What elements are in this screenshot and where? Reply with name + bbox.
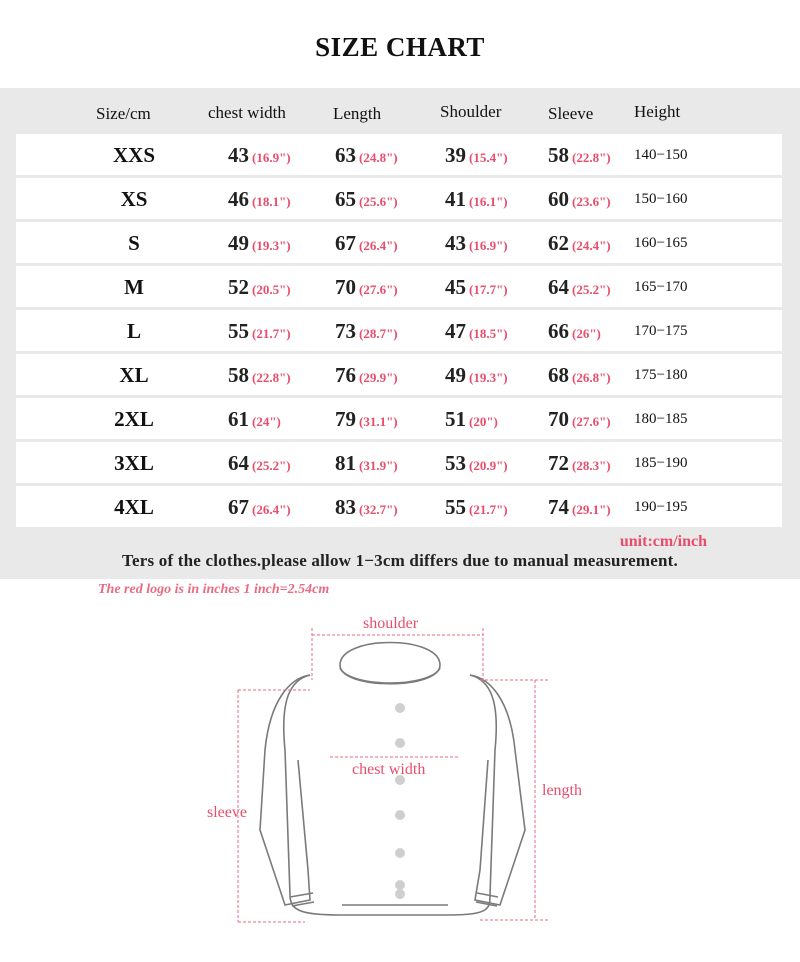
chest-cm-value: 43 — [228, 143, 249, 167]
shoulder-cell — [445, 275, 508, 300]
height-cell: 170−175 — [634, 323, 688, 339]
chest-cm-value: 49 — [228, 231, 249, 255]
shoulder-cell — [445, 231, 508, 256]
length-cm-value: 67 — [335, 231, 356, 255]
chest-cell — [228, 187, 291, 212]
sleeve-cm-value: 58 — [548, 143, 569, 167]
chest-cm-value: 58 — [228, 363, 249, 387]
height-cell: 165−170 — [634, 279, 688, 295]
chest-cell — [228, 407, 281, 432]
shoulder-cm-value: 47 — [445, 319, 466, 343]
length-inch-value: (25.6") — [359, 194, 398, 209]
shoulder-cell — [445, 319, 508, 344]
sleeve-cell — [548, 187, 611, 212]
length-cm-value: 79 — [335, 407, 356, 431]
height-cell: 160−165 — [634, 235, 688, 251]
length-inch-value: (26.4") — [359, 238, 398, 253]
shoulder-inch-value: (20.9") — [469, 458, 508, 473]
chest-cell — [228, 451, 291, 476]
length-cell — [335, 275, 398, 300]
shoulder-cell — [445, 407, 498, 432]
shoulder-cm-value: 43 — [445, 231, 466, 255]
height-cell: 140−150 — [634, 147, 688, 163]
sleeve-cm-value: 60 — [548, 187, 569, 211]
sleeve-inch-value: (25.2") — [572, 282, 611, 297]
length-label: length — [542, 782, 582, 799]
shoulder-cell — [445, 495, 508, 520]
chest-cell — [228, 275, 291, 300]
sleeve-inch-value: (23.6") — [572, 194, 611, 209]
length-cm-value: 76 — [335, 363, 356, 387]
shoulder-cell — [445, 451, 508, 476]
length-cell — [335, 231, 398, 256]
sleeve-cm-value: 72 — [548, 451, 569, 475]
sleeve-cm-value: 66 — [548, 319, 569, 343]
chest-inch-value: (21.7") — [252, 326, 291, 341]
sleeve-cm-value: 70 — [548, 407, 569, 431]
length-cm-value: 73 — [335, 319, 356, 343]
length-inch-value: (27.6") — [359, 282, 398, 297]
chest-cm-value: 52 — [228, 275, 249, 299]
length-cell — [335, 495, 398, 520]
shoulder-cm-value: 51 — [445, 407, 466, 431]
shoulder-cm-value: 39 — [445, 143, 466, 167]
length-inch-value: (31.9") — [359, 458, 398, 473]
sleeve-cell — [548, 451, 611, 476]
sleeve-cm-value: 62 — [548, 231, 569, 255]
shoulder-inch-value: (16.1") — [469, 194, 508, 209]
length-cell — [335, 363, 398, 388]
shoulder-cm-value: 49 — [445, 363, 466, 387]
sleeve-cell — [548, 231, 611, 256]
sleeve-cm-value: 74 — [548, 495, 569, 519]
chest-inch-value: (24") — [252, 414, 281, 429]
shoulder-inch-value: (16.9") — [469, 238, 508, 253]
shoulder-cm-value: 41 — [445, 187, 466, 211]
shoulder-cm-value: 55 — [445, 495, 466, 519]
length-inch-value: (29.9") — [359, 370, 398, 385]
length-cm-value: 70 — [335, 275, 356, 299]
height-cell: 185−190 — [634, 455, 688, 471]
shoulder-cm-value: 45 — [445, 275, 466, 299]
shoulder-cm-value: 53 — [445, 451, 466, 475]
sleeve-inch-value: (28.3") — [572, 458, 611, 473]
length-inch-value: (24.8") — [359, 150, 398, 165]
chest-width-label: chest width — [352, 761, 426, 778]
chest-cell — [228, 319, 291, 344]
shoulder-inch-value: (19.3") — [469, 370, 508, 385]
chest-inch-value: (16.9") — [252, 150, 291, 165]
size-cell: XXS — [112, 143, 155, 167]
size-cell: S — [128, 231, 140, 255]
chest-cm-value: 67 — [228, 495, 249, 519]
shoulder-cell — [445, 143, 508, 168]
chest-cell — [228, 363, 291, 388]
header-length: Length — [333, 104, 382, 123]
length-cm-value: 63 — [335, 143, 356, 167]
shoulder-inch-value: (15.4") — [469, 150, 508, 165]
height-cell: 180−185 — [634, 411, 688, 427]
chest-inch-value: (20.5") — [252, 282, 291, 297]
chest-inch-value: (22.8") — [252, 370, 291, 385]
sleeve-inch-value: (22.8") — [572, 150, 611, 165]
sleeve-cell — [548, 407, 611, 432]
sleeve-inch-value: (29.1") — [572, 502, 611, 517]
size-cell: M — [124, 275, 144, 299]
header-height: Height — [634, 102, 681, 121]
sleeve-inch-value: (24.4") — [572, 238, 611, 253]
sleeve-cell — [548, 275, 611, 300]
shoulder-cell — [445, 363, 508, 388]
sleeve-cm-value: 68 — [548, 363, 569, 387]
sleeve-inch-value: (27.6") — [572, 414, 611, 429]
size-cell: 4XL — [114, 495, 154, 519]
sleeve-cell — [548, 143, 611, 168]
unit-label: unit:cm/inch — [619, 533, 707, 550]
shoulder-inch-value: (18.5") — [469, 326, 508, 341]
length-cell — [335, 451, 398, 476]
shoulder-label: shoulder — [363, 615, 419, 632]
shoulder-inch-value: (21.7") — [469, 502, 508, 517]
length-inch-value: (32.7") — [359, 502, 398, 517]
length-inch-value: (28.7") — [359, 326, 398, 341]
length-cm-value: 65 — [335, 187, 356, 211]
header-chest-width: chest width — [208, 103, 286, 122]
button-dots — [395, 703, 405, 899]
length-cell — [335, 407, 398, 432]
shoulder-inch-value: (20") — [469, 414, 498, 429]
shoulder-cell — [445, 187, 508, 212]
sleeve-label: sleeve — [207, 804, 247, 821]
sleeve-cell — [548, 495, 611, 520]
chest-cell — [228, 231, 291, 256]
length-cell — [335, 187, 398, 212]
chest-inch-value: (19.3") — [252, 238, 291, 253]
chest-cell — [228, 495, 291, 520]
chest-cm-value: 64 — [228, 451, 249, 475]
size-cell: XS — [120, 187, 148, 211]
page-title: SIZE CHART — [315, 32, 485, 62]
length-cell — [335, 319, 398, 344]
sleeve-cell — [548, 363, 611, 388]
size-cell: 3XL — [114, 451, 154, 475]
sleeve-cell — [548, 319, 601, 344]
height-cell: 150−160 — [634, 191, 688, 207]
sleeve-inch-value: (26.8") — [572, 370, 611, 385]
inch-logo-note: The red logo is in inches 1 inch=2.54cm — [98, 582, 330, 597]
size-cell: XL — [119, 363, 149, 387]
chest-inch-value: (25.2") — [252, 458, 291, 473]
length-cm-value: 83 — [335, 495, 356, 519]
size-cell: L — [126, 319, 141, 343]
header-sleeve: Sleeve — [548, 104, 594, 123]
chest-cm-value: 55 — [228, 319, 249, 343]
measurement-note: Ters of the clothes.please allow 1−3cm differs due to manual measurement. — [122, 551, 678, 570]
header-shoulder: Shoulder — [440, 102, 502, 121]
shoulder-inch-value: (17.7") — [469, 282, 508, 297]
sweater-illustration — [190, 610, 610, 950]
chest-cell — [228, 143, 291, 168]
chest-cm-value: 61 — [228, 407, 249, 431]
garment-measurement-diagram — [190, 610, 610, 955]
chest-inch-value: (18.1") — [252, 194, 291, 209]
length-inch-value: (31.1") — [359, 414, 398, 429]
length-cell — [335, 143, 398, 168]
chest-cm-value: 46 — [228, 187, 249, 211]
length-cm-value: 81 — [335, 451, 356, 475]
sleeve-inch-value: (26") — [572, 326, 601, 341]
size-cell: 2XL — [114, 407, 154, 431]
chest-inch-value: (26.4") — [252, 502, 291, 517]
height-cell: 175−180 — [634, 367, 688, 383]
height-cell: 190−195 — [634, 499, 688, 515]
header-size: Size/cm — [96, 104, 151, 123]
sleeve-cm-value: 64 — [548, 275, 569, 299]
